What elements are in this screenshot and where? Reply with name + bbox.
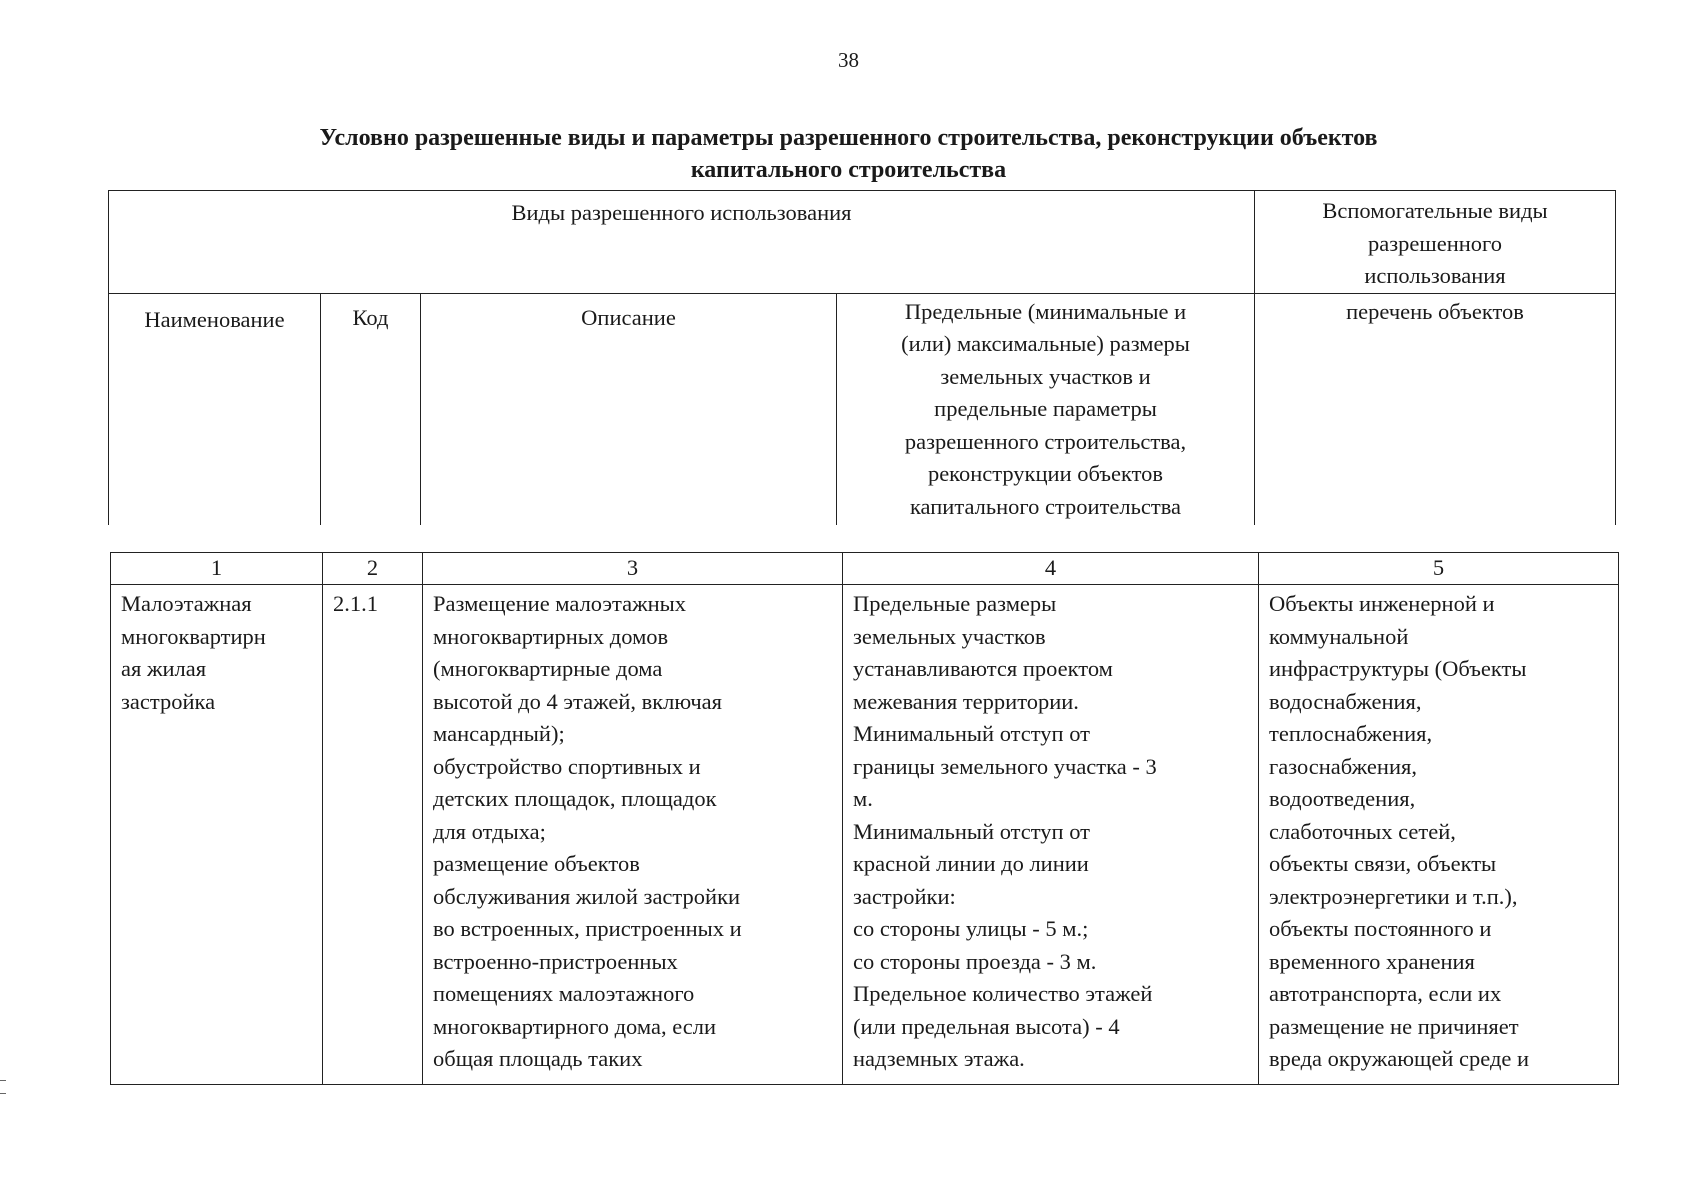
text-line: Размещение малоэтажных bbox=[433, 591, 687, 616]
text-line: со стороны проезда - 3 м. bbox=[853, 948, 1097, 974]
title-line-2: капитального строительства bbox=[690, 157, 1007, 183]
column-number: 1 bbox=[111, 553, 323, 585]
text-line: размещение не причиняет bbox=[1269, 1013, 1519, 1039]
title-line-1: Условно разрешенные виды и параметры разрешенного строительства, реконструкции объектов bbox=[319, 125, 1378, 151]
margin-mark bbox=[0, 1080, 6, 1094]
text-line: межевания территории. bbox=[853, 688, 1079, 714]
header-col-description bbox=[421, 293, 837, 525]
data-table bbox=[110, 552, 1619, 1085]
header-col-name bbox=[109, 293, 321, 525]
text-line: обслуживания жилой застройки bbox=[433, 883, 741, 909]
cell-aux-objects bbox=[1259, 585, 1619, 1085]
text-line: Вспомогательные виды bbox=[1322, 198, 1548, 223]
header-table bbox=[108, 190, 1616, 525]
text-line: реконструкции объектов bbox=[927, 461, 1164, 486]
text-line: надземных этажа. bbox=[853, 1046, 1025, 1071]
text-line: Минимальный отступ от bbox=[853, 721, 1090, 746]
text-line: разрешенного строительства, bbox=[904, 428, 1187, 454]
text-line: Предельное количество этажей bbox=[853, 981, 1153, 1006]
column-number: 3 bbox=[423, 553, 843, 585]
text-line: автотранспорта, если их bbox=[1269, 981, 1502, 1006]
text-line: (многоквартирные дома bbox=[433, 656, 663, 681]
text-line: со стороны улицы - 5 м.; bbox=[853, 916, 1089, 941]
text-line: во встроенных, пристроенных и bbox=[433, 916, 742, 941]
text-line: детских площадок, площадок bbox=[433, 786, 717, 811]
text-line: газоснабжения, bbox=[1269, 753, 1417, 779]
text-line: м. bbox=[853, 786, 873, 811]
text-line: многоквартирного дома, если bbox=[433, 1013, 716, 1039]
text-line: для отдыха; bbox=[433, 818, 546, 844]
text-line: временного хранения bbox=[1269, 948, 1475, 974]
text-line: красной линии до линии bbox=[853, 851, 1089, 876]
column-number-row bbox=[111, 553, 1619, 585]
text-line: разрешенного bbox=[1368, 230, 1502, 256]
text-line: земельных участков и bbox=[940, 363, 1151, 389]
text-line: встроенно-пристроенных bbox=[433, 948, 678, 974]
text-line: общая площадь таких bbox=[433, 1046, 643, 1071]
text-line: Малоэтажная bbox=[121, 591, 252, 616]
cell-code bbox=[323, 585, 423, 1085]
header-col-aux-label: перечень объектов bbox=[1346, 298, 1524, 324]
text-line: размещение объектов bbox=[433, 851, 640, 876]
text-line: объекты постоянного и bbox=[1269, 916, 1492, 941]
text-line: застройки: bbox=[853, 883, 956, 909]
text-line: капитального строительства bbox=[909, 493, 1182, 519]
text-line: водоотведения, bbox=[1269, 786, 1416, 811]
text-line: Предельные (минимальные и bbox=[904, 298, 1187, 324]
text-line: ая жилая bbox=[121, 656, 207, 681]
header-group-main-label: Виды разрешенного использования bbox=[511, 200, 852, 225]
header-col-aux bbox=[1255, 293, 1616, 525]
text-line: использования bbox=[1364, 263, 1506, 288]
text-line: электроэнергетики и т.п.), bbox=[1269, 883, 1518, 909]
column-number: 4 bbox=[843, 553, 1259, 585]
text-line: Объекты инженерной и bbox=[1269, 591, 1495, 616]
header-group-aux bbox=[1255, 191, 1616, 294]
text-line: застройка bbox=[121, 688, 216, 714]
text-line: помещениях малоэтажного bbox=[433, 981, 695, 1006]
text-line: высотой до 4 этажей, включая bbox=[433, 688, 722, 714]
cell-code-value: 2.1.1 bbox=[333, 591, 378, 616]
text-line: (или) максимальные) размеры bbox=[901, 331, 1190, 356]
text-line: земельных участков bbox=[853, 623, 1046, 649]
text-line: теплоснабжения, bbox=[1269, 721, 1433, 746]
table-row bbox=[111, 585, 1619, 1085]
header-col-params bbox=[837, 293, 1255, 525]
column-number: 5 bbox=[1259, 553, 1619, 585]
text-line: многоквартирных домов bbox=[433, 623, 669, 649]
cell-name bbox=[111, 585, 323, 1085]
text-line: устанавливаются проектом bbox=[853, 656, 1113, 681]
cell-description bbox=[423, 585, 843, 1085]
text-line: границы земельного участка - 3 bbox=[853, 753, 1157, 779]
header-group-main bbox=[109, 191, 1255, 294]
text-line: коммунальной bbox=[1269, 623, 1409, 649]
column-number: 2 bbox=[323, 553, 423, 585]
text-line: многоквартирн bbox=[121, 623, 266, 649]
text-line: инфраструктуры (Объекты bbox=[1269, 656, 1527, 681]
header-col-description-label: Описание bbox=[581, 304, 676, 330]
cell-params bbox=[843, 585, 1259, 1085]
page-title bbox=[0, 122, 1697, 186]
text-line: (или предельная высота) - 4 bbox=[853, 1013, 1120, 1039]
text-line: мансардный); bbox=[433, 721, 565, 746]
text-line: слаботочных сетей, bbox=[1269, 818, 1456, 844]
text-line: Минимальный отступ от bbox=[853, 818, 1090, 844]
text-line: Предельные размеры bbox=[853, 591, 1057, 616]
page-number: 38 bbox=[838, 48, 859, 72]
header-col-name-label: Наименование bbox=[144, 306, 285, 332]
header-col-code-label: Код bbox=[352, 304, 389, 330]
text-line: объекты связи, объекты bbox=[1269, 851, 1497, 876]
text-line: водоснабжения, bbox=[1269, 688, 1422, 714]
text-line: вреда окружающей среде и bbox=[1269, 1046, 1530, 1071]
header-col-code bbox=[321, 293, 421, 525]
text-line: предельные параметры bbox=[934, 396, 1157, 421]
text-line: обустройство спортивных и bbox=[433, 753, 701, 779]
